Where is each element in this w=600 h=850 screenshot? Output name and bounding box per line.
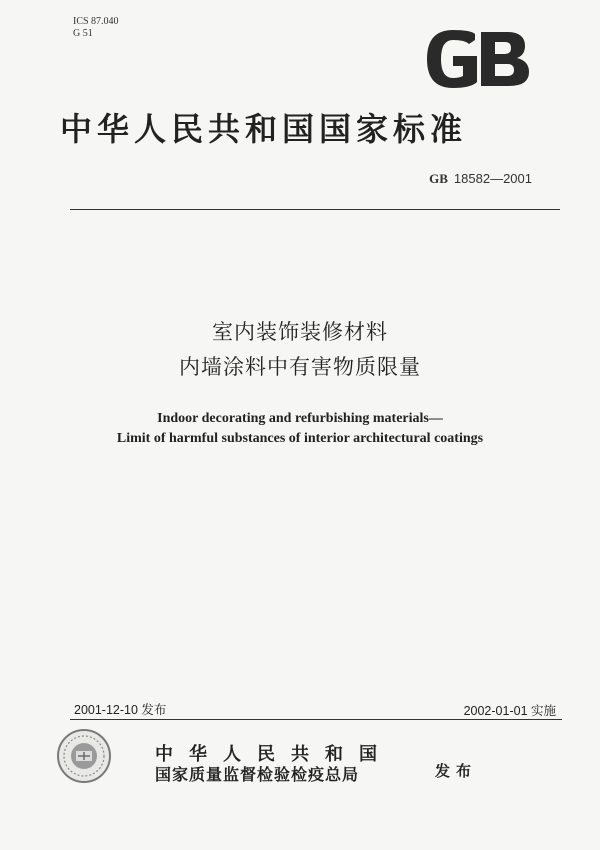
issuing-authority <box>155 745 393 785</box>
gb-logo-icon <box>425 30 530 88</box>
standard-number-value: 18582—2001 <box>453 171 532 186</box>
standard-body-title: 中华人民共和国国家标准 <box>60 110 468 148</box>
ccs-code: G 51 <box>73 28 93 39</box>
standard-number-prefix: GB <box>429 171 448 186</box>
classification-codes <box>73 16 119 40</box>
issuer-line-1: 中华人民共和国 <box>155 744 393 765</box>
aqsiq-seal-icon <box>56 728 112 784</box>
english-title-line-1: Indoor decorating and refurbishing materials— <box>157 411 443 426</box>
standard-number <box>429 171 532 187</box>
issuer-line-2: 国家质量监督检验检疫总局 <box>155 765 360 784</box>
english-title-line-2: Limit of harmful substances of interior architectural coatings <box>116 431 484 446</box>
ics-code: ICS 87.040 <box>73 16 119 27</box>
header-divider <box>70 209 560 210</box>
issue-action: 发布 <box>435 762 478 780</box>
implementation-date: 2002-01-01 实施 <box>463 704 556 718</box>
chinese-title-line-2: 内墙涂料中有害物质限量 <box>179 355 421 379</box>
chinese-title-line-1: 室内装饰装修材料 <box>212 320 388 344</box>
issue-date: 2001-12-10 发布 <box>74 703 167 717</box>
footer-divider <box>70 719 562 720</box>
